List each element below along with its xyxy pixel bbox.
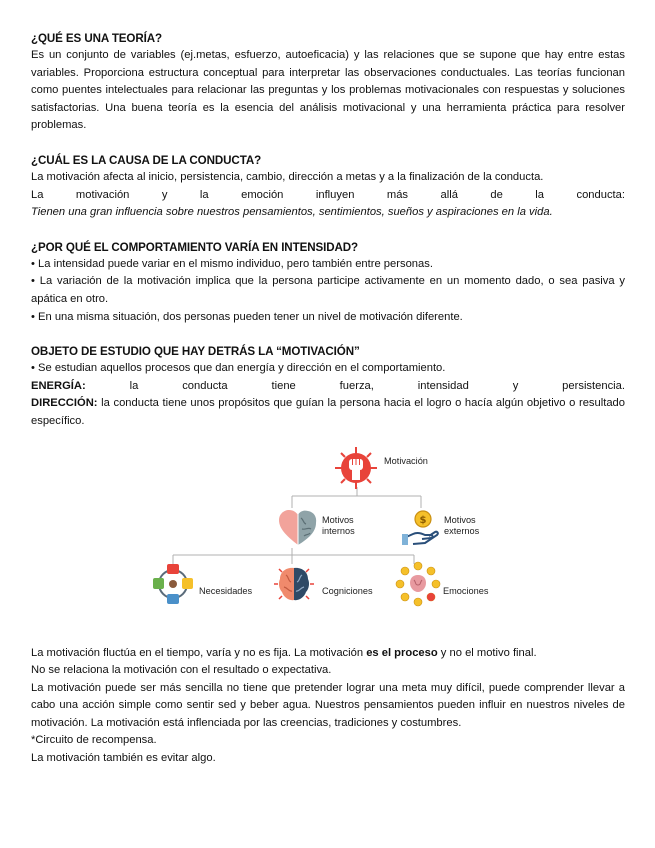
node-label-cogniciones: Cogniciones: [322, 585, 373, 596]
node-label-root: Motivación: [384, 455, 428, 466]
conclusion-paragraph: *Circuito de recompensa.: [31, 734, 157, 747]
section-paragraph: La motivación y la emoción influyen más allá de la conducta:: [31, 188, 625, 201]
brain-icon: [271, 563, 317, 605]
section-objeto: [31, 343, 625, 430]
node-label-motivos-internos-1: Motivos: [322, 514, 354, 525]
emotions-ring-icon: [395, 561, 441, 607]
conclusion-paragraph: No se relaciona la motivación con el resultado o expectativa.: [31, 664, 332, 677]
p1-pre: La motivación fluctúa en el tiempo, varía y no es fija. La motivación: [31, 646, 367, 659]
bullet-item: • La variación de la motivación implica que la persona participe activamente en un momento dado, o sea pasiva y apática en otro.: [31, 275, 625, 305]
node-label-motivos-externos-1: Motivos: [444, 514, 476, 525]
p1-post: y no el motivo final.: [437, 646, 537, 659]
document-page: [31, 30, 625, 768]
direccion-text: la conducta tiene unos propósitos que guían la persona hacia el logro o hacía algún objetivo o resultado específico.: [31, 397, 625, 427]
node-label-motivos-externos-2: externos: [444, 525, 480, 536]
energia-text: la conducta tiene fuerza, intensidad y persistencia.: [129, 379, 625, 392]
section-heading: ¿QUÉ ES UNA TEORÍA?: [31, 32, 163, 45]
raised-fist-icon: [334, 446, 378, 490]
energia-line: [31, 378, 625, 396]
section-heading: ¿POR QUÉ EL COMPORTAMIENTO VARÍA EN INTENSIDAD?: [31, 240, 359, 254]
svg-text:$: $: [419, 514, 427, 526]
direccion-line: [31, 395, 625, 430]
node-label-motivos-internos-2: internos: [322, 525, 355, 536]
section-causa: [31, 152, 625, 222]
section-paragraph-italic: Tienen una gran influencia sobre nuestros pensamientos, sentimientos, sueños y aspiraciones en la vida.: [31, 206, 553, 219]
section-paragraph: Es un conjunto de variables (ej.metas, esfuerzo, autoeficacia) y las relaciones que se supone que hay entre estas variables. Proporciona estructura conceptual para interpretar las observaciones conductuales. Las teorías funcionan como puentes intelectuales para relacionar las preguntas y los problemas motivacionales con respuestas y soluciones satisfactorias. Una buena teoría es la esencia del análisis motivacional y una herramienta práctica para resolver problemas.: [31, 49, 625, 132]
conclusion-paragraph: La motivación también es evitar algo.: [31, 752, 216, 765]
section-heading: ¿CUÁL ES LA CAUSA DE LA CONDUCTA?: [31, 153, 262, 167]
energia-label: ENERGÍA:: [31, 379, 86, 392]
bullet-item: • Se estudian aquellos procesos que dan energía y dirección en el comportamiento.: [31, 362, 446, 375]
section-conclusion: [31, 645, 625, 768]
section-paragraph: La motivación afecta al inicio, persistencia, cambio, dirección a metas y a la finalización de la conducta.: [31, 170, 544, 183]
bullet-item: • La intensidad puede variar en el mismo individuo, pero también entre personas.: [31, 257, 433, 270]
hand-coin-icon: [401, 508, 441, 548]
conclusion-paragraph: [31, 645, 625, 663]
direccion-label: DIRECCIÓN:: [31, 397, 98, 410]
heart-brain-icon: [277, 508, 319, 548]
p1-bold: es el proceso: [366, 646, 438, 659]
conclusion-paragraph: La motivación puede ser más sencilla no tiene que pretender lograr una meta muy difícil, puede comprender llevar a cabo una acción simple como sentir sed y beber agua. Nuestros pensamientos pueden influir en nuestros niveles de motivación. La motivación está inflenciada por las creencias, tradiciones y costumbres.: [31, 681, 625, 729]
needs-cycle-icon: [152, 563, 194, 605]
motivation-diagram: [31, 445, 625, 625]
section-intensidad: [31, 239, 625, 326]
node-label-necesidades: Necesidades: [199, 585, 253, 596]
node-label-emociones: Emociones: [443, 585, 489, 596]
section-heading: OBJETO DE ESTUDIO QUE HAY DETRÁS LA “MOTIVACIÓN”: [31, 345, 360, 359]
section-teoria: [31, 30, 625, 135]
bullet-item: • En una misma situación, dos personas pueden tener un nivel de motivación diferente.: [31, 310, 463, 323]
